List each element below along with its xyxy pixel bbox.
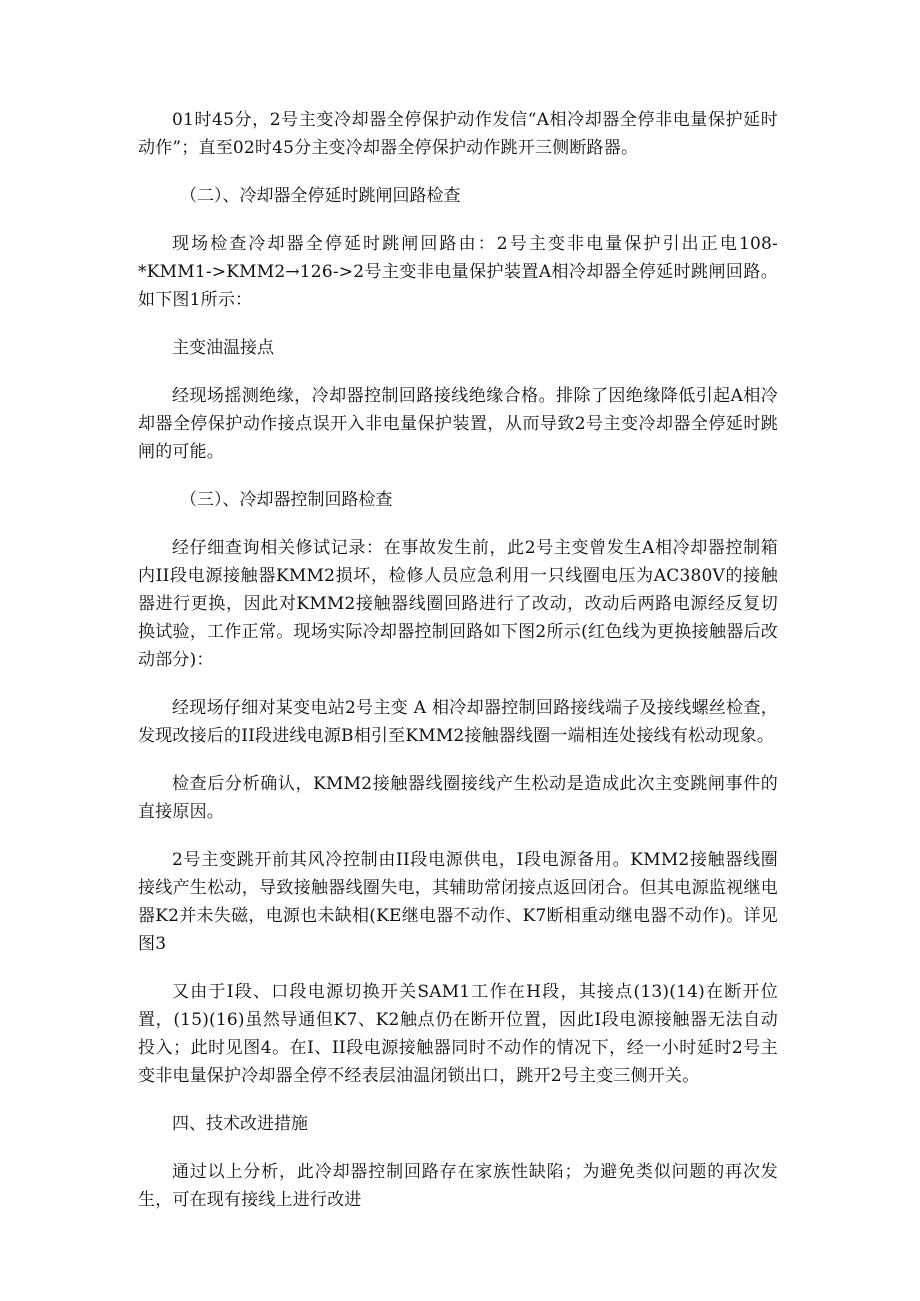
- paragraph-root-cause: 检查后分析确认，KMM2接触器线圈接线产生松动是造成此次主变跳闸事件的直接原因。: [138, 774, 778, 822]
- document-body: [138, 106, 778, 1234]
- figure-caption-oil-temperature-contact: 主变油温接点: [172, 338, 274, 358]
- paragraph-maintenance-records: 经仔细查询相关修试记录：在事故发生前，此2号主变曾发生A相冷却器控制箱内II段电源接触器KMM2损坏，检修人员应急利用一只线圈电压为AC380V的接触器进行更换，因此对KMM2接触器线圈回路进行了改动，改动后两路电源经反复切换试验，工作正常。现场实际冷却器控制回路如下图2所示(红色线为更换接触器后改动部分)：: [138, 538, 778, 670]
- section-heading-trip-circuit-check: （二）、冷却器全停延时跳闸回路检查: [180, 186, 461, 206]
- paragraph-improvement-summary: 通过以上分析，此冷却器控制回路存在家族性缺陷；为避免类似问题的再次发生，可在现有接线上进行改进: [138, 1162, 778, 1210]
- paragraph-trip-circuit-path: 现场检查冷却器全停延时跳闸回路由：2号主变非电量保护引出正电108-*KMM1->KMM2→126->2号主变非电量保护装置A相冷却器全停延时跳闸回路。如下图1所示：: [138, 234, 778, 310]
- section-heading-improvement-measures: 四、技术改进措施: [172, 1114, 308, 1134]
- section-heading-control-circuit-check: （三）、冷却器控制回路检查: [180, 490, 393, 510]
- paragraph-terminal-inspection: 经现场仔细对某变电站2号主变 A 相冷却器控制回路接线端子及接线螺丝检查，发现改接后的II段进线电源B相引至KMM2接触器线圈一端相连处接线有松动现象。: [138, 698, 778, 746]
- paragraph-switch-analysis: 又由于I段、口段电源切换开关SAM1工作在H段，其接点(13)(14)在断开位置，(15)(16)虽然导通但K7、K2触点仍在断开位置，因此I段电源接触器无法自动投入；此时见图4。在I、II段电源接触器同时不动作的情况下，经一小时延时2号主变非电量保护冷却器全停不经表层油温闭锁出口，跳开2号主变三侧开关。: [138, 982, 778, 1086]
- paragraph-power-supply-analysis: 2号主变跳开前其风冷控制由II段电源供电，I段电源备用。KMM2接触器线圈接线产生松动，导致接触器线圈失电，其辅助常闭接点返回闭合。但其电源监视继电器K2并未失磁，电源也未缺相(KE继电器不动作、K7断相重动继电器不动作)。详见图3: [138, 850, 778, 954]
- paragraph-insulation-test: 经现场摇测绝缘，冷却器控制回路接线绝缘合格。排除了因绝缘降低引起A相冷却器全停保护动作接点误开入非电量保护装置，从而导致2号主变冷却器全停延时跳闸的可能。: [138, 386, 778, 462]
- paragraph-trip-timeline: 01时45分，2号主变冷却器全停保护动作发信“A相冷却器全停非电量保护延时动作”；直至02时45分主变冷却器全停保护动作跳开三侧断路器。: [138, 110, 778, 158]
